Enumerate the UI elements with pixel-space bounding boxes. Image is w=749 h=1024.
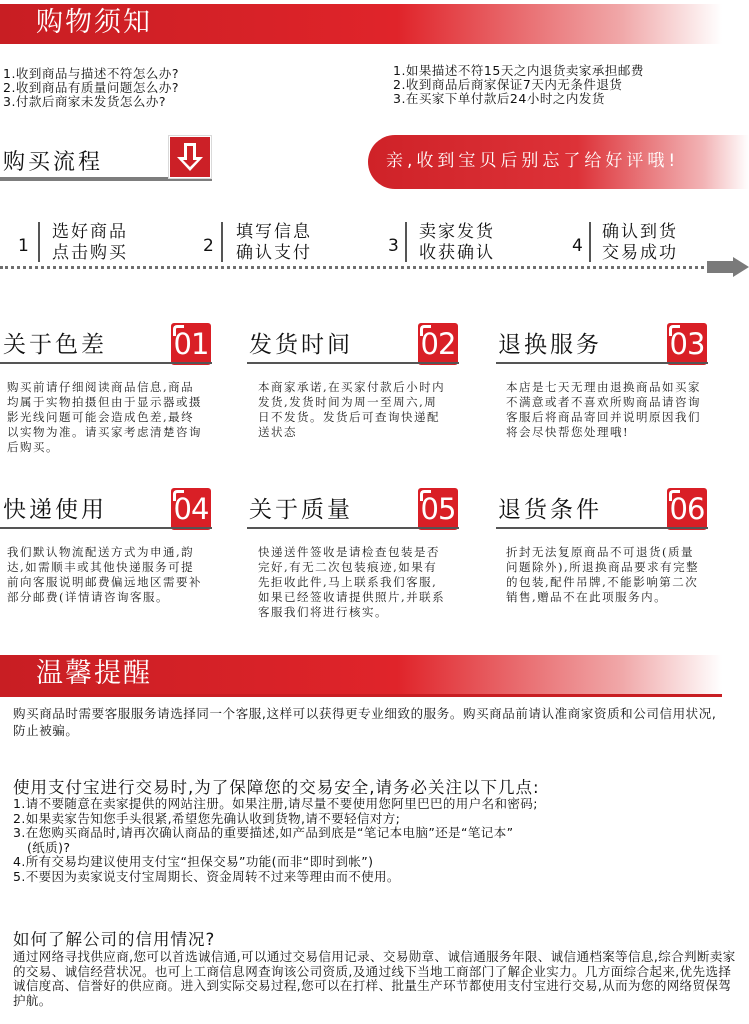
alipay-heading: 使用支付宝进行交易时,为了保障您的交易安全,请务必关注以下几点: xyxy=(13,778,540,797)
service-underline xyxy=(496,362,708,364)
service-underline xyxy=(0,527,212,529)
slogan-text: 亲,收到宝贝后别忘了给好评哦! xyxy=(386,151,680,171)
alipay-item: 4.所有交易均建议使用支付宝“担保交易”功能(而非“即时到帐”) xyxy=(13,854,374,870)
service-body: 购买前请仔细阅读商品信息,商品均属于实物拍摄但由于显示器或摄影光线问题可能会造成色差,最终以实物为准。请买家考虑清楚咨询后购买。 xyxy=(7,380,202,454)
alipay-item: 2.如果卖家告知您手头很紧,希望您先确认收到货物,请不要轻信对方; xyxy=(13,810,401,826)
process-title: 购买流程 xyxy=(3,150,104,175)
faq-questions xyxy=(3,67,179,109)
step-text xyxy=(602,222,678,264)
service-underline xyxy=(247,527,459,529)
step-line: 确认到货 xyxy=(602,222,678,242)
service-title: 发货时间 xyxy=(249,332,353,358)
faq-question: 1.收到商品与描述不符怎么办? xyxy=(3,66,180,81)
faq-answers xyxy=(393,64,644,106)
notice-title: 购物须知 xyxy=(36,7,152,38)
service-underline xyxy=(496,527,708,529)
step-divider xyxy=(38,222,40,262)
process-timeline xyxy=(0,266,722,269)
credit-text: 通过网络寻找供应商,您可以首选诚信通,可以通过交易信用记录、交易勋章、诚信通服务年限、诚信通档案等信息,综合判断卖家的交易、诚信经营状况。也可上工商信息网查询该公司资质,及通过线下当地工商部门了解企业实力。几方面综合起来,优先选择诚信度高、信誉好的供应商。进入到实际交易过程,您可以在打样、批量生产环节都使用支付宝进行交易,从而为您的网络贸保驾护航。 xyxy=(13,949,736,1008)
alipay-item: 1.请不要随意在卖家提供的网站注册。如果注册,请尽量不要使用您阿里巴巴的用户名和密码; xyxy=(13,796,538,811)
tips-title: 温馨提醒 xyxy=(36,658,152,689)
service-body: 本商家承诺,在买家付款后小时内发货,发货时间为周一至周六,周日不发货。发货后可查询快递配送状态 xyxy=(258,380,446,439)
down-arrow-icon xyxy=(169,136,211,178)
faq-question: 2.收到商品有质量问题怎么办? xyxy=(3,80,180,95)
service-number-badge: 06 xyxy=(667,488,707,530)
service-number-badge: 04 xyxy=(171,488,211,530)
step-number: 3 xyxy=(388,236,399,256)
service-body: 快递送件签收是请检查包装是否完好,有无二次包装痕迹,如果有先拒收此件,马上联系我们客服,如果已经签收请提供照片,并联系客服我们将进行核实。 xyxy=(258,545,446,619)
service-title: 退换服务 xyxy=(498,332,602,358)
step-text xyxy=(419,222,495,264)
alipay-item: (纸质)? xyxy=(27,839,71,855)
step-divider xyxy=(221,222,223,262)
service-number-badge: 03 xyxy=(667,323,707,365)
step-number: 1 xyxy=(18,236,29,256)
alipay-list xyxy=(13,797,743,885)
alipay-item: 5.不要因为卖家说支付宝周期长、资金周转不过来等理由而不使用。 xyxy=(13,868,400,884)
service-title: 关于质量 xyxy=(249,497,353,523)
credit-heading: 如何了解公司的信用情况? xyxy=(13,930,216,949)
service-title: 关于色差 xyxy=(3,332,107,358)
service-underline xyxy=(0,362,212,364)
step-divider xyxy=(589,222,591,262)
faq-question: 3.付款后商家未发货怎么办? xyxy=(3,94,167,109)
faq-answer: 2.收到商品后商家保证7天内无条件退货 xyxy=(393,77,623,92)
step-line: 卖家发货 xyxy=(419,222,495,242)
service-body: 本店是七天无理由退换商品如买家不满意或者不喜欢所购商品请咨询客服后将商品寄回并说明原因我们将会尽快帮您处理哦! xyxy=(506,380,701,439)
step-number: 4 xyxy=(572,236,583,256)
service-number-badge: 05 xyxy=(418,488,458,530)
step-line: 选好商品 xyxy=(52,222,128,242)
service-body: 折封无法复原商品不可退货(质量问题除外),所退换商品要求有完整的包装,配件吊牌,不能影响第二次销售,赠品不在此项服务内。 xyxy=(506,545,700,604)
alipay-item: 3.在您购买商品时,请再次确认商品的重要描述,如产品到底是“笔记本电脑”还是“笔记本” xyxy=(13,825,514,841)
tips-banner-rule xyxy=(0,694,722,697)
step-number: 2 xyxy=(203,236,214,256)
step-text xyxy=(52,222,128,264)
step-line: 填写信息 xyxy=(236,222,312,242)
service-title: 快递使用 xyxy=(3,497,107,523)
service-underline xyxy=(247,362,459,364)
tips-banner xyxy=(0,655,722,695)
step-divider xyxy=(405,222,407,262)
step-line: 交易成功 xyxy=(602,243,678,263)
faq-answer: 1.如果描述不符15天之内退货卖家承担邮费 xyxy=(393,63,644,78)
faq-answer: 3.在买家下单付款后24小时之内发货 xyxy=(393,91,605,106)
step-line: 收获确认 xyxy=(419,243,495,263)
timeline-arrow-icon xyxy=(707,257,749,277)
step-text xyxy=(236,222,312,264)
service-number-badge: 02 xyxy=(418,323,458,365)
service-body: 我们默认物流配送方式为申通,韵达,如需顺丰或其他快递服务可提前向客服说明邮费偏远地区需要补部分邮费(详情请咨询客服。 xyxy=(7,545,202,604)
notice-banner xyxy=(0,4,722,44)
step-line: 点击购买 xyxy=(52,243,128,263)
tips-intro: 购买商品时需要客服服务请选择同一个客服,这样可以获得更专业细致的服务。购买商品前请认准商家资质和公司信用状况,防止被骗。 xyxy=(13,706,717,738)
step-line: 确认支付 xyxy=(236,243,312,263)
service-title: 退货条件 xyxy=(498,497,602,523)
service-number-badge: 01 xyxy=(171,323,211,365)
